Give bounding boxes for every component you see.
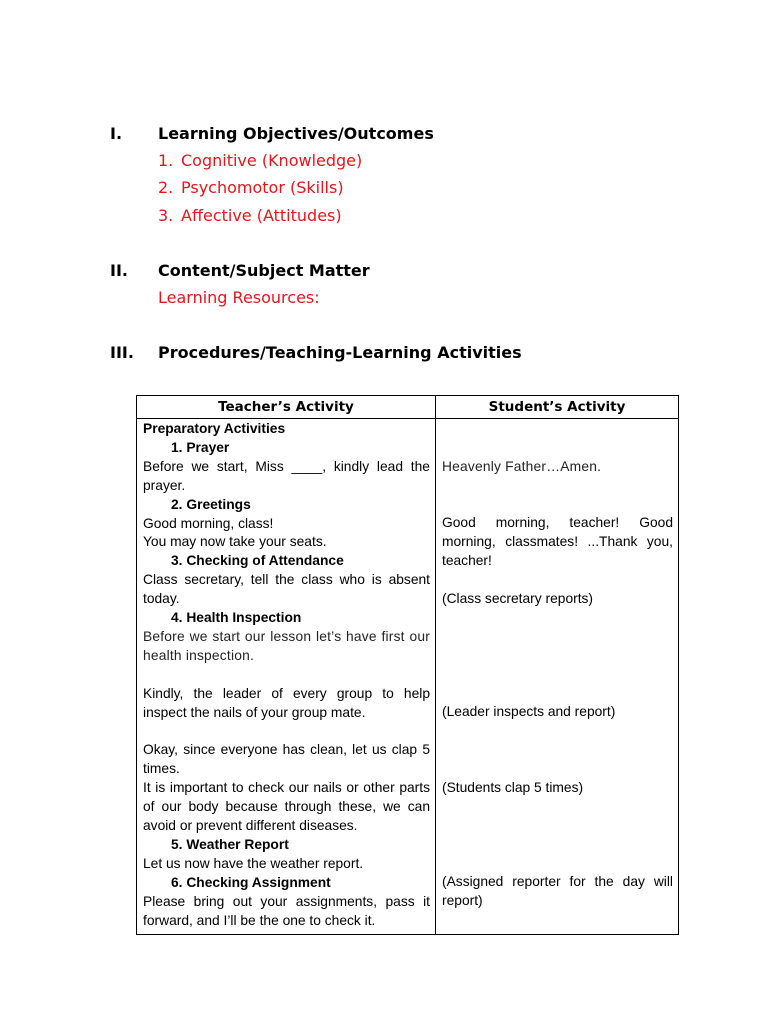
section-2-numeral: II. (110, 261, 128, 280)
greetings-title: 2. Greetings (171, 496, 251, 512)
spacer (442, 685, 673, 704)
spacer (442, 420, 673, 439)
spacer (442, 628, 673, 647)
spacer (143, 666, 430, 685)
spacer (442, 760, 673, 779)
weather-report-title: 5. Weather Report (171, 836, 289, 852)
attendance-response: (Class secretary reports) (442, 591, 594, 607)
section-1-title: Learning Objectives/Outcomes (158, 124, 434, 143)
spacer (442, 571, 673, 590)
attendance-title: 3. Checking of Attendance (171, 553, 344, 569)
objective-item-number: 1. (158, 151, 174, 170)
section-2-title: Content/Subject Matter (158, 261, 370, 280)
greetings-response: Good morning, teacher! Good morning, classmates! ...Thank you, teacher! (442, 515, 673, 569)
prayer-text: Before we start, Miss ____, kindly lead the prayer. (143, 458, 430, 493)
table-row (137, 419, 679, 935)
objective-item-text: Psychomotor (Skills) (181, 178, 344, 197)
spacer (442, 609, 673, 628)
prayer-title: 1. Prayer (171, 439, 230, 455)
spacer (442, 836, 673, 855)
health-inspection-text: It is important to check our nails or other parts of our body because through these, we can avoid or prevent different diseases. (143, 780, 430, 833)
section-1-heading (110, 124, 434, 143)
objective-item (158, 178, 344, 197)
objective-item (158, 206, 342, 225)
spacer (143, 722, 430, 741)
health-inspection-text: Kindly, the leader of every group to help inspect the nails of your group mate. (143, 685, 430, 720)
health-inspection-title: 4. Health Inspection (171, 610, 302, 626)
weather-report-text: Let us now have the weather report. (143, 855, 364, 871)
section-2-heading (110, 261, 370, 280)
objective-item (158, 151, 362, 170)
spacer (442, 855, 673, 874)
checking-assignment-text: Please bring out your assignments, pass it forward, and I’ll be the one to check it. (143, 893, 430, 928)
student-activity-cell (436, 419, 679, 935)
activities-table (136, 395, 679, 935)
clap-response: (Students clap 5 times) (442, 780, 584, 796)
objective-item-text: Cognitive (Knowledge) (181, 151, 363, 170)
weather-response: (Assigned reporter for the day will report) (442, 874, 673, 909)
teacher-activity-header: Teacher’s Activity (137, 396, 436, 419)
spacer (442, 722, 673, 741)
spacer (442, 647, 673, 666)
leader-response: (Leader inspects and report) (442, 704, 616, 720)
section-1-numeral: I. (110, 124, 123, 143)
preparatory-activities-title: Preparatory Activities (143, 421, 286, 436)
checking-assignment-title: 6. Checking Assignment (171, 874, 331, 890)
objective-item-text: Affective (Attitudes) (181, 206, 342, 225)
student-activity-header: Student’s Activity (436, 396, 679, 419)
learning-resources-label: Learning Resources: (158, 288, 320, 307)
table-header-row (137, 396, 679, 419)
teacher-activity-cell (137, 419, 436, 935)
spacer (442, 817, 673, 836)
objective-item-number: 3. (158, 206, 174, 225)
attendance-text: Class secretary, tell the class who is absent today. (143, 572, 430, 607)
spacer (442, 496, 673, 515)
section-3-numeral: III. (110, 343, 134, 362)
spacer (442, 798, 673, 817)
section-3-title: Procedures/Teaching-Learning Activities (158, 343, 522, 362)
spacer (442, 666, 673, 685)
health-inspection-text: Before we start our lesson let’s have first our health inspection. (143, 628, 430, 663)
greetings-line: Good morning, class! (143, 515, 274, 531)
health-inspection-text: Okay, since everyone has clean, let us clap 5 times. (143, 742, 430, 777)
greetings-line: You may now take your seats. (143, 534, 327, 550)
objective-item-number: 2. (158, 178, 174, 197)
prayer-response: Heavenly Father…Amen. (442, 458, 602, 474)
section-3-heading (110, 343, 522, 362)
spacer (442, 741, 673, 760)
spacer (442, 477, 673, 496)
spacer (442, 439, 673, 458)
